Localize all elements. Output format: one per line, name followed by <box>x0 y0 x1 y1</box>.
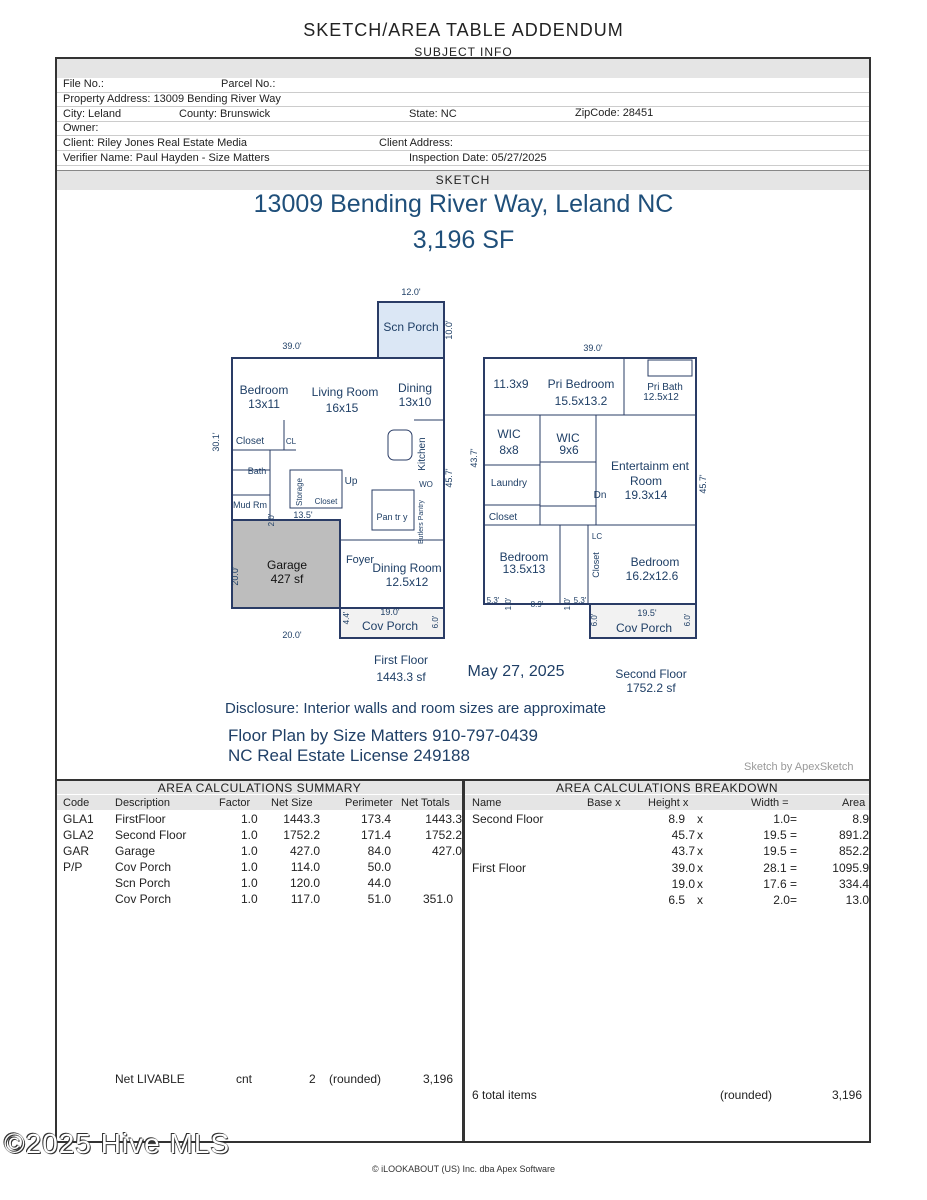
breakdown-cell: 334.4 <box>838 877 869 891</box>
ff-dim-200v: 20.0' <box>230 566 240 586</box>
sf-r11-size: 11.3x9 <box>493 377 529 391</box>
sf-bed2-size: 13.5x13 <box>502 562 546 576</box>
summary-cell: Second Floor <box>115 828 187 842</box>
breakdown-cell: First Floor <box>472 861 526 875</box>
summary-col-description: Description <box>115 797 171 809</box>
breakdown-title: AREA CALCULATIONS BREAKDOWN <box>556 781 778 795</box>
sf-dim-195: 19.5' <box>637 608 657 618</box>
sf-lc-label: LC <box>591 532 603 541</box>
breakdown-cell: x <box>697 812 703 826</box>
breakdown-cell: 13.0 <box>845 893 869 907</box>
sf-wic1-size: 8x8 <box>499 443 519 457</box>
first-floor-label: First Floor <box>374 653 428 667</box>
floor-plan-sketch <box>0 280 927 700</box>
breakdown-cell: 19.0 <box>671 877 695 891</box>
sf-pri-bed-label: Pri Bedroom <box>547 377 615 391</box>
ff-dim-301: 30.1' <box>211 432 221 452</box>
summary-cell: 120.0 <box>289 876 320 890</box>
breakdown-cell: 19.5 = <box>763 844 797 858</box>
owner: Owner: <box>63 122 99 134</box>
net-livable-rounded: (rounded) <box>329 1072 382 1086</box>
breakdown-row <box>465 893 869 909</box>
ff-dining-size: 13x10 <box>398 395 432 409</box>
breakdown-col-area: Area <box>842 797 866 809</box>
total-items-label: 6 total items <box>472 1088 537 1102</box>
summary-row <box>57 892 462 908</box>
verifier-name: Verifier Name: Paul Hayden - Size Matters <box>63 152 270 164</box>
sf-wic1-label: WIC <box>497 427 521 441</box>
breakdown-cell: 1.0= <box>773 812 797 826</box>
summary-cell: 1.0 <box>241 844 258 858</box>
breakdown-cell: 852.2 <box>838 844 869 858</box>
second-floor-area: 1752.2 sf <box>626 681 676 695</box>
ff-living-size: 16x15 <box>325 401 359 415</box>
ff-closet2-label: Closet <box>314 497 338 506</box>
breakdown-row <box>465 877 869 893</box>
breakdown-cell: 891.2 <box>838 828 869 842</box>
breakdown-cell: x <box>697 861 703 875</box>
summary-cell: 51.0 <box>367 892 391 906</box>
net-livable-label: Net LIVABLE <box>115 1072 185 1086</box>
plan-by-text: Floor Plan by Size Matters 910-797-0439 <box>228 726 538 745</box>
breakdown-col-height: Height x <box>648 797 689 809</box>
ff-scn-porch-label: Scn Porch <box>383 320 439 334</box>
state: State: NC <box>409 108 457 120</box>
breakdown-cell: 39.0 <box>671 861 695 875</box>
summary-cell: 1443.3 <box>283 812 320 826</box>
summary-cell: FirstFloor <box>115 812 166 826</box>
sf-dim-53a: 5.3' <box>486 596 500 605</box>
summary-footer <box>57 1072 462 1088</box>
sf-dim-53b: 5.3' <box>573 596 587 605</box>
ff-up-label: Up <box>344 476 358 487</box>
ff-living-label: Living Room <box>311 385 379 399</box>
sf-cov-porch-label: Cov Porch <box>615 621 673 635</box>
summary-cell: Garage <box>115 844 156 858</box>
summary-cell: GLA1 <box>63 812 94 826</box>
breakdown-row <box>465 844 869 860</box>
summary-cell: 173.4 <box>360 812 391 826</box>
ff-bedroom-label: Bedroom <box>239 383 289 397</box>
breakdown-col-base: Base x <box>587 797 621 809</box>
property-address: Property Address: 13009 Bending River Way <box>63 93 281 105</box>
ff-kitchen-label: Kitchen <box>417 437 428 471</box>
summary-cell: 427.0 <box>431 844 462 858</box>
ff-mudrm-label: Mud Rm <box>232 500 268 510</box>
summary-cell: 50.0 <box>367 860 391 874</box>
sf-ent-size: 19.3x14 <box>624 488 668 502</box>
breakdown-col-width: Width = <box>751 797 789 809</box>
breakdown-footer <box>465 1088 869 1104</box>
ff-dining-label: Dining <box>397 381 433 395</box>
summary-cell: 1443.3 <box>425 812 462 826</box>
sf-dim-437: 43.7' <box>469 448 479 468</box>
breakdown-cell: 43.7 <box>671 844 695 858</box>
summary-cell: 44.0 <box>367 876 391 890</box>
apexsketch-credit: Sketch by ApexSketch <box>744 761 854 773</box>
sf-dim-10b: 1.0' <box>563 597 572 611</box>
summary-cell: GAR <box>63 844 90 858</box>
sf-pri-bath-size: 12.5x12 <box>643 392 679 403</box>
summary-cell: P/P <box>63 860 83 874</box>
ff-wo-label: WO <box>419 480 433 489</box>
sf-laundry-label: Laundry <box>490 478 528 489</box>
ff-dim-60: 6.0' <box>431 615 440 629</box>
summary-title: AREA CALCULATIONS SUMMARY <box>157 781 362 795</box>
subject-info-heading: SUBJECT INFO <box>414 45 513 59</box>
ff-butlers-label: Butlers Pantry <box>418 500 425 544</box>
breakdown-cell: x <box>697 877 703 891</box>
breakdown-cell: 17.6 = <box>763 877 797 891</box>
summary-col-perimeter: Perimeter <box>345 797 393 809</box>
summary-cell: Cov Porch <box>115 860 172 874</box>
summary-row <box>57 844 462 860</box>
disclosure-text: Disclosure: Interior walls and room sizes are approximate <box>225 700 606 717</box>
sf-dim-457: 45.7' <box>698 474 708 494</box>
breakdown-cell: 28.1 = <box>763 861 797 875</box>
sf-bed3-size: 16.2x12.6 <box>625 569 679 583</box>
summary-cell: Scn Porch <box>115 876 171 890</box>
breakdown-cell: 1095.9 <box>832 861 869 875</box>
sf-pri-bath-label: Pri Bath <box>647 382 683 393</box>
client-address: Client Address: <box>379 137 453 149</box>
city: City: Leland <box>63 108 122 120</box>
summary-row <box>57 812 462 828</box>
ff-dining-room-label: Dining Room <box>372 561 442 575</box>
ff-dim-44: 4.4' <box>342 611 351 625</box>
breakdown-cell: 45.7 <box>671 828 695 842</box>
summary-cell: GLA2 <box>63 828 94 842</box>
ff-bedroom-size: 13x11 <box>248 397 280 411</box>
sf-wic2-size: 9x6 <box>559 443 579 457</box>
sf-dim-39: 39.0' <box>583 343 603 353</box>
summary-cell: 1.0 <box>241 892 258 906</box>
breakdown-cell: 8.9 <box>668 812 685 826</box>
ff-bath-label: Bath <box>247 466 267 476</box>
breakdown-cell: 2.0= <box>773 893 797 907</box>
breakdown-row <box>465 812 869 828</box>
summary-cell: 1.0 <box>241 860 258 874</box>
net-livable-count: 2 <box>309 1072 316 1086</box>
hive-mls-watermark: ©2025 Hive MLS <box>4 1128 231 1159</box>
sketch-address: 13009 Bending River Way, Leland NC <box>253 190 674 218</box>
ff-dim-12: 12.0' <box>401 287 421 297</box>
summary-cell: 114.0 <box>290 860 320 874</box>
license-text: NC Real Estate License 249188 <box>228 746 470 765</box>
breakdown-total: 3,196 <box>832 1088 863 1102</box>
ff-dim-20: 2.0' <box>267 513 276 527</box>
zipcode: ZipCode: 28451 <box>575 107 654 119</box>
summary-cell: 1752.2 <box>283 828 320 842</box>
summary-cell: 1.0 <box>241 876 258 890</box>
sf-dn-label: Dn <box>593 490 607 501</box>
ff-dim-10: 10.0' <box>444 320 454 340</box>
breakdown-cell: x <box>697 893 703 907</box>
breakdown-rounded-label: (rounded) <box>720 1088 773 1102</box>
summary-col-factor: Factor <box>219 797 251 809</box>
sf-pri-bed-size: 15.5x13.2 <box>554 394 608 408</box>
sf-bed2-label: Bedroom <box>499 550 549 564</box>
summary-col-nettotals: Net Totals <box>401 797 450 809</box>
summary-cell: 1752.2 <box>425 828 462 842</box>
parcel-no: Parcel No.: <box>221 78 276 90</box>
second-floor-label: Second Floor <box>615 667 687 681</box>
ff-cov-porch-label: Cov Porch <box>361 619 419 633</box>
ff-dim-135: 13.5' <box>293 510 313 520</box>
ff-pantry-label: Pan tr y <box>376 512 408 522</box>
breakdown-col-name: Name <box>472 797 502 809</box>
summary-cell: Cov Porch <box>115 892 172 906</box>
sketch-section-header: SKETCH <box>57 170 869 190</box>
summary-cell: 84.0 <box>367 844 391 858</box>
sf-dim-60b: 6.0' <box>683 613 692 627</box>
ff-dim-39: 39.0' <box>282 341 302 351</box>
summary-cell: 427.0 <box>289 844 320 858</box>
breakdown-cell: 6.5 <box>668 893 685 907</box>
ff-closet-label: Closet <box>235 436 265 447</box>
ff-dim-19: 19.0' <box>380 607 400 617</box>
summary-cell: 1.0 <box>241 812 258 826</box>
county: County: Brunswick <box>179 108 271 120</box>
file-no: File No.: <box>63 78 104 90</box>
ff-garage-label: Garage <box>266 558 308 572</box>
breakdown-cell: 8.9 <box>852 812 869 826</box>
breakdown-cell: x <box>697 828 703 842</box>
ff-garage-size: 427 sf <box>270 572 304 586</box>
breakdown-row <box>465 861 869 877</box>
ff-dim-457: 45.7' <box>444 468 454 488</box>
sketch-date: May 27, 2025 <box>467 663 565 680</box>
ff-dim-200h: 20.0' <box>282 630 302 640</box>
breakdown-cell: x <box>697 844 703 858</box>
breakdown-row <box>465 828 869 844</box>
sketch-total-sf: 3,196 SF <box>412 226 515 254</box>
summary-row <box>57 876 462 892</box>
ff-cl-label: CL <box>285 437 297 446</box>
document-title: SKETCH/AREA TABLE ADDENDUM <box>303 20 624 40</box>
subject-info-band <box>57 59 869 78</box>
summary-row <box>57 828 462 844</box>
copyright-text: © iLOOKABOUT (US) Inc. dba Apex Software <box>371 1164 556 1174</box>
subject-info <box>57 78 869 170</box>
summary-row <box>57 860 462 876</box>
sf-ent-label: Entertainm ent <box>610 459 690 473</box>
summary-cell: 117.0 <box>290 892 320 906</box>
ff-storage-label: Storage <box>295 477 304 507</box>
summary-cell: 1.0 <box>241 828 258 842</box>
summary-cell: 351.0 <box>422 892 453 906</box>
sf-closet-label: Closet <box>488 512 518 523</box>
summary-cell: 171.4 <box>360 828 391 842</box>
sf-dim-10a: 1.0' <box>504 597 513 611</box>
breakdown-cell: 19.5 = <box>763 828 797 842</box>
ff-foyer-label: Foyer <box>345 554 375 566</box>
sf-closet2-label: Closet <box>591 552 601 578</box>
net-livable-cnt-label: cnt <box>236 1072 253 1086</box>
inspection-date: Inspection Date: 05/27/2025 <box>409 152 547 164</box>
breakdown-cell: Second Floor <box>472 812 544 826</box>
ff-dining-room-size: 12.5x12 <box>385 575 429 589</box>
first-floor-area: 1443.3 sf <box>376 670 426 684</box>
net-livable-total: 3,196 <box>423 1072 454 1086</box>
summary-col-netsize: Net Size <box>271 797 313 809</box>
sf-dim-60a: 6.0' <box>590 613 599 627</box>
sf-wic2-label: WIC <box>556 431 580 445</box>
client: Client: Riley Jones Real Estate Media <box>63 137 248 149</box>
sf-bed3-label: Bedroom <box>630 555 680 569</box>
sf-ent-label2: Room <box>629 474 663 488</box>
summary-col-code: Code <box>63 797 90 809</box>
sf-dim-89: 8.9' <box>530 600 544 609</box>
